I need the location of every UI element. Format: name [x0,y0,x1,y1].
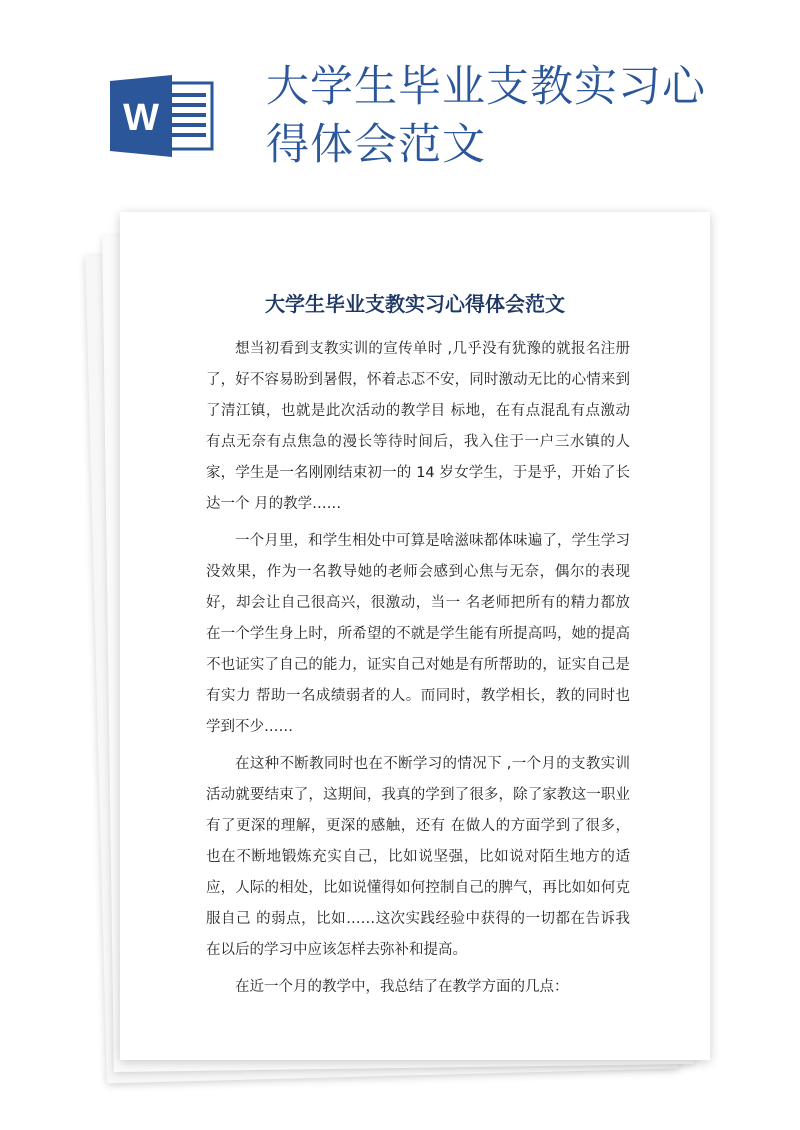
word-logo-icon [110,75,214,157]
paragraph: 一个月里，和学生相处中可算是啥滋味都体味遍了，学生学习没效果，作为一名教导她的老师会感到心焦与无奈，偶尔的表现好，却会让自己很高兴，很激动，当一 名老师把所有的精力都放在一个学生身上时，所希望的不就是学生能有所提高吗，她的提高不也证实了自己的能力，证实自己对她是有所帮助的，证实自己是有实力 帮助一名成绩弱者的人。而同时，教学相长，教的同时也学到不少…… [206,533,630,735]
word-logo-letter: W [123,97,159,139]
paragraph: 在近一个月的教学中，我总结了在教学方面的几点： [235,979,569,995]
paragraph: 在这种不断教同时也在不断学习的情况下 ,一个月的支教实训活动就要结束了，这期间，我真的学到了很多，除了家教这一职业有了更深的理解，更深的感触，还有 在做人的方面学到了很多，也在不断地锻炼充实自己，比如说坚强，比如说对陌生地方的适应，人际的相处，比如说懂得如何控制自己的脾气，再比如如何克服自己 的弱点，比如……这次实践经验中获得的一切都在告诉我在以后的学习中应该怎样去弥补和提高。 [206,756,630,958]
paragraph: 想当初看到支教实训的宣传单时 ,几乎没有犹豫的就报名注册了，好不容易盼到暑假，怀着忐忑不安，同时激动无比的心情来到了清江镇，也就是此次活动的教学目 标地，在有点混乱有点激动有点无奈有点焦急的漫长等待时间后，我入住于一户三水镇的人家，学生是一名刚刚结束初一的 14 岁女学生，于是乎，开始了长达一个 月的教学…… [206,341,630,512]
document-body [206,334,630,1009]
document-title: 大学生毕业支教实习心得体会范文 [265,292,565,316]
document-page [120,212,710,1060]
page-header [0,0,800,210]
header-title: 大学生毕业支教实习心得体会范文 [266,62,706,170]
